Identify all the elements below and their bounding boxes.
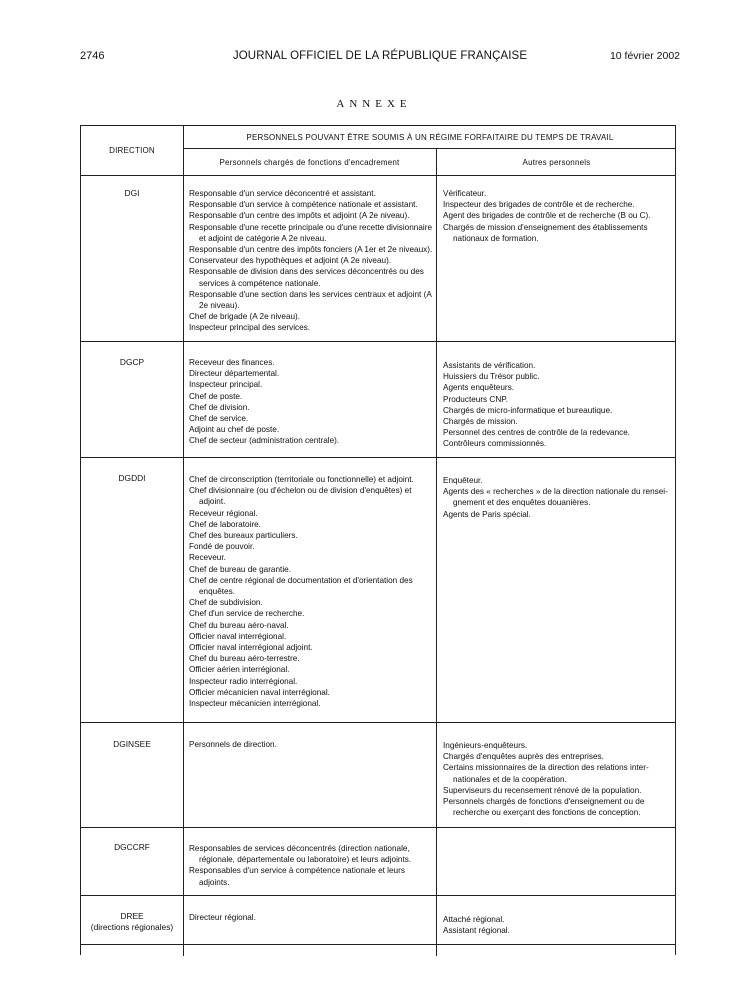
list-item: Chef du bureau aéro-naval. bbox=[189, 620, 289, 630]
list-item: Chef des bureaux particuliers. bbox=[189, 531, 298, 541]
list-item: adjoint. bbox=[199, 497, 226, 507]
list-item: Inspecteur principal des services. bbox=[189, 323, 311, 333]
annexe-table bbox=[80, 125, 676, 955]
list-item: nationales et de la coopération. bbox=[453, 774, 567, 784]
list-item: Personnel des centres de contrôle de la redevance. bbox=[443, 428, 631, 438]
list-item: Certains missionnaires de la direction des relations inter- bbox=[443, 763, 649, 773]
autres-list bbox=[443, 475, 671, 520]
list-item: Conservateur des hypothèques et adjoint (A 2e niveau). bbox=[189, 256, 392, 266]
list-item: Receveur des finances. bbox=[189, 358, 275, 367]
list-item: Chef du bureau aéro-terrestre. bbox=[189, 654, 300, 664]
direction-name: DREE bbox=[120, 911, 144, 921]
list-item: Responsable de division dans des services déconcentrés ou des bbox=[189, 267, 424, 277]
list-item: Chef de brigade (A 2e niveau). bbox=[189, 312, 301, 322]
page-number: 2746 bbox=[80, 50, 105, 62]
direction-label: DGCP bbox=[119, 357, 145, 367]
list-item: Chargés d'enquêtes auprès des entreprises. bbox=[443, 752, 604, 762]
list-item: Inspecteur radio interrégional. bbox=[189, 676, 298, 686]
list-item: Inspecteur principal. bbox=[189, 380, 263, 390]
list-item: Chargés de mission d'enseignement des établissements bbox=[443, 222, 648, 232]
col-divider-2 bbox=[436, 148, 437, 956]
direction-label: DGDDI bbox=[118, 473, 146, 483]
list-item: Responsable d'un centre des impôts et adjoint (A 2e niveau). bbox=[189, 211, 410, 221]
list-item: régionale, départementale ou laboratoire) et leurs adjoints. bbox=[199, 855, 412, 865]
header-divider bbox=[183, 148, 675, 149]
list-item: Vérificateur. bbox=[443, 189, 487, 198]
list-item: Chef divisionnaire (ou d'échelon ou de division d'enquêtes) et bbox=[189, 486, 412, 496]
direction-label: DGINSEE bbox=[113, 739, 151, 749]
list-item: Attaché régional. bbox=[443, 915, 505, 924]
row-divider bbox=[81, 341, 675, 342]
list-item: Assistant régional. bbox=[443, 926, 510, 936]
list-item: Responsable d'un service déconcentré et assistant. bbox=[189, 189, 376, 198]
list-item: Chef de division. bbox=[189, 402, 250, 412]
list-item: Chef d'un service de recherche. bbox=[189, 609, 305, 619]
header-bottom-line bbox=[81, 175, 675, 176]
list-item: Responsable d'un service à compétence nationale et assistant. bbox=[189, 200, 418, 210]
list-item: Agents enquêteurs. bbox=[443, 383, 515, 393]
list-item: Directeur départemental. bbox=[189, 369, 280, 379]
list-item: Personnels chargés de fonctions d'enseignement ou de bbox=[443, 797, 645, 807]
list-item: Chef de circonscription (territoriale ou fonctionnelle) et adjoint. bbox=[189, 475, 414, 484]
direction-label bbox=[81, 911, 183, 933]
list-item: Chargés de micro-informatique et bureautique. bbox=[443, 405, 613, 415]
row-divider bbox=[81, 722, 675, 723]
list-item: Responsable d'une section dans les services centraux et adjoint (A bbox=[189, 289, 432, 299]
list-item: Responsables d'un service à compétence nationale et leurs bbox=[189, 866, 405, 876]
col-direction-header: DIRECTION bbox=[109, 146, 155, 155]
encadrement-list bbox=[189, 912, 434, 923]
list-item: Responsable d'un centre des impôts fonciers (A 1er et 2e niveaux). bbox=[189, 245, 433, 255]
list-item: Officier naval interrégional adjoint. bbox=[189, 643, 313, 653]
col-autres-header: Autres personnels bbox=[522, 158, 591, 167]
list-item: Chef de bureau de garantie. bbox=[189, 564, 291, 574]
annexe-title: ANNEXE bbox=[336, 98, 412, 110]
encadrement-list bbox=[189, 188, 434, 334]
list-item: Producteurs CNP. bbox=[443, 394, 508, 404]
col-group-header: PERSONNELS POUVANT ÊTRE SOUMIS À UN RÉGIME FORFAITAIRE DU TEMPS DE TRAVAIL bbox=[246, 133, 614, 142]
list-item: enquêtes. bbox=[199, 587, 235, 597]
list-item: Superviseurs du recensement rénové de la population. bbox=[443, 785, 642, 795]
encadrement-list bbox=[189, 843, 434, 888]
autres-list bbox=[443, 740, 671, 818]
list-item: Chef de poste. bbox=[189, 391, 243, 401]
publication-date: 10 février 2002 bbox=[609, 50, 680, 62]
list-item: Receveur régional. bbox=[189, 508, 258, 518]
list-item: Chef de subdivision. bbox=[189, 598, 263, 608]
list-item: Responsables de services déconcentrés (direction nationale, bbox=[189, 844, 410, 853]
autres-list bbox=[443, 188, 671, 244]
list-item: Chef de service. bbox=[189, 414, 249, 424]
list-item: Agent des brigades de contrôle et de recherche (B ou C). bbox=[443, 211, 651, 221]
list-item: Huissiers du Trésor public. bbox=[443, 372, 540, 382]
row-divider bbox=[81, 895, 675, 896]
list-item: Personnels de direction. bbox=[189, 740, 277, 749]
list-item: nationaux de formation. bbox=[453, 233, 539, 243]
list-item: Officier naval interrégional. bbox=[189, 631, 287, 641]
list-item: adjoints. bbox=[199, 877, 230, 887]
list-item: et adjoint de catégorie A 2e niveau. bbox=[199, 233, 327, 243]
list-item: Chargés de mission. bbox=[443, 417, 518, 427]
autres-list bbox=[443, 360, 671, 450]
list-item: Contrôleurs commissionnés. bbox=[443, 439, 547, 449]
list-item: services à compétence nationale. bbox=[199, 278, 321, 288]
list-item: Receveur. bbox=[189, 553, 226, 563]
list-item: Agents de Paris spécial. bbox=[443, 509, 531, 519]
col-divider-1 bbox=[183, 126, 184, 956]
list-item: Enquêteur. bbox=[443, 476, 483, 485]
list-item: Agents des « recherches » de la direction nationale du rensei- bbox=[443, 487, 668, 497]
direction-label: DGCCRF bbox=[114, 842, 150, 852]
list-item: Fondé de pouvoir. bbox=[189, 542, 255, 552]
encadrement-list bbox=[189, 357, 434, 447]
col-encadrement-header: Personnels chargés de fonctions d'encadrement bbox=[219, 158, 400, 167]
journal-title: JOURNAL OFFICIEL DE LA RÉPUBLIQUE FRANÇAISE bbox=[232, 50, 528, 62]
list-item: Inspecteur mécanicien interrégional. bbox=[189, 699, 321, 709]
list-item: Inspecteur des brigades de contrôle et de recherche. bbox=[443, 200, 635, 210]
list-item: Responsable d'une recette principale ou d'une recette divisionnaire bbox=[189, 222, 432, 232]
list-item: Chef de centre régional de documentation et d'orientation des bbox=[189, 575, 413, 585]
encadrement-list bbox=[189, 474, 434, 709]
list-item: Chef de secteur (administration centrale). bbox=[189, 436, 340, 446]
list-item: Ingénieurs-enquêteurs. bbox=[443, 741, 528, 750]
list-item: Adjoint au chef de poste. bbox=[189, 425, 280, 435]
list-item: Officier mécanicien naval interrégional. bbox=[189, 687, 330, 697]
list-item: Directeur régional. bbox=[189, 913, 256, 922]
encadrement-list bbox=[189, 739, 434, 750]
autres-list bbox=[443, 914, 671, 936]
direction-label: DGI bbox=[124, 188, 140, 198]
list-item: 2e niveau). bbox=[199, 301, 240, 311]
list-item: recherche ou exerçant des fonctions de conception. bbox=[453, 808, 641, 818]
row-divider bbox=[81, 457, 675, 458]
row-divider bbox=[81, 827, 675, 828]
list-item: Assistants de vérification. bbox=[443, 361, 536, 370]
list-item: Officier aérien interrégional. bbox=[189, 665, 290, 675]
list-item: Chef de laboratoire. bbox=[189, 519, 261, 529]
page-header bbox=[80, 50, 680, 66]
direction-subtitle: (directions régionales) bbox=[90, 922, 174, 932]
list-item: gnement et des enquêtes douanières. bbox=[453, 498, 591, 508]
row-divider bbox=[81, 944, 675, 945]
